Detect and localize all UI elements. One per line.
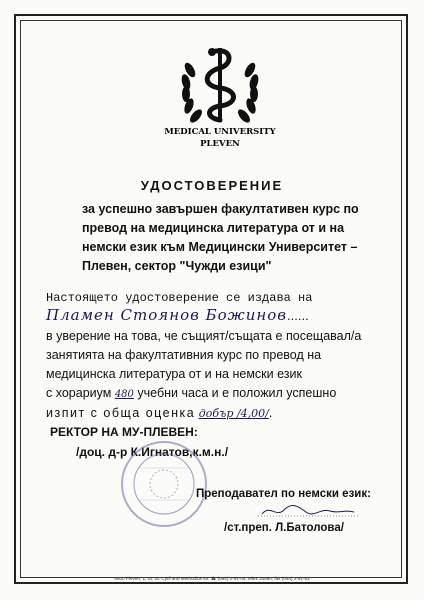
rector-name: /доц. д-р К.Игнатов,к.м.н./: [76, 445, 229, 459]
hours-value: 480: [114, 389, 134, 400]
laurel-right-icon: [236, 61, 260, 125]
logo-text-bottom: PLEVEN: [200, 139, 240, 149]
name-dots: ......: [287, 308, 309, 323]
teacher-title: Преподавател по немски език:: [196, 488, 371, 500]
rector-title: РЕКТОР НА МУ-ПЛЕВЕН:: [50, 425, 198, 439]
certificate-body-continued: [46, 327, 400, 423]
grade-prefix: изпит с обща оценка: [46, 406, 196, 420]
hours-suffix: учебни часа и е положил успешно: [137, 386, 337, 400]
body-line-3: в уверение на това, че същият/същата е посещавал/а: [46, 329, 362, 343]
rector-block: [50, 422, 380, 462]
body-line-4: занятията на факултативния курс по превод на: [46, 348, 322, 362]
course-line-2: превод на медицинска литература от и на: [82, 221, 345, 235]
course-line-1: за успешно завършен факултативен курс по: [82, 202, 359, 216]
teacher-signature: [258, 500, 358, 520]
body-line-1: Настоящето удостоверение се издава на: [46, 291, 313, 305]
body-line-5: медицинска литература от и на немски език: [46, 367, 302, 381]
grade-value: добър /4,00/: [198, 407, 269, 420]
course-description: [82, 200, 382, 276]
university-logo: [164, 30, 276, 150]
body-line-7: [46, 404, 400, 423]
body-line-6: [46, 384, 400, 404]
laurel-left-icon: [180, 61, 204, 125]
document-title: УДОСТОВЕРЕНИЕ: [140, 178, 284, 193]
recipient-name-line: [46, 306, 400, 325]
teacher-name: /ст.преп. Л.Батолова/: [224, 522, 344, 534]
footer-address: 5800 Pleven, 1, St. St. Cyril and Methodius str. ☎ (064) 2-91-05, telex 34590, fax (064) 2-91-53: [114, 576, 310, 581]
course-line-3: немски език към Медицински Университет –: [82, 240, 358, 254]
recipient-name: Пламен Стоянов Божинов: [46, 306, 288, 324]
grade-suffix: .: [268, 406, 273, 420]
serpent-staff-icon: [207, 48, 233, 122]
course-line-4: Плевен, сектор "Чужди езици": [82, 259, 272, 273]
logo-text-top: MEDICAL UNIVERSITY: [164, 127, 276, 137]
hours-prefix: с хорариум: [46, 386, 112, 400]
